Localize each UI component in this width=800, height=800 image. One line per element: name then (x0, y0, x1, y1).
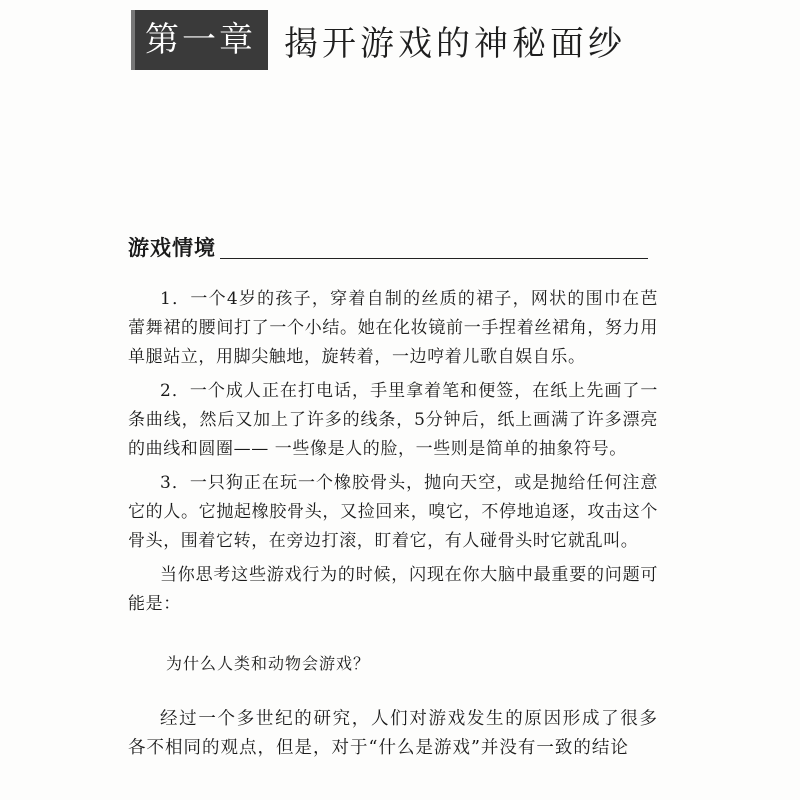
chapter-header (131, 10, 626, 70)
section-title: 游戏情境 (128, 236, 216, 260)
paragraph-1: 1．一个4岁的孩子，穿着自制的丝质的裙子，网状的围巾在芭蕾舞裙的腰间打了一个小结。她在化妆镜前一手捏着丝裙角，努力用单腿站立，用脚尖触地，旋转着，一边哼着儿歌自娱自乐。 (128, 289, 658, 367)
chapter-label: 第一章 (131, 10, 268, 70)
body-text (128, 285, 658, 763)
paragraph-2: 2．一个成人正在打电话，手里拿着笔和便签，在纸上先画了一条曲线，然后又加上了许多的线条，5分钟后，纸上画满了许多漂亮的曲线和圆圈—— 一些像是人的脸，一些则是简单的抽象符号。 (128, 381, 658, 459)
question-line: 为什么人类和动物会游戏？ (166, 654, 371, 673)
section-heading (128, 232, 648, 262)
section-divider (220, 258, 648, 259)
paragraph-3: 3．一只狗正在玩一个橡胶骨头，抛向天空，或是抛给任何注意它的人。它抛起橡胶骨头，又捡回来，嗅它，不停地追逐，攻击这个骨头，围着它转，在旁边打滚，盯着它，有人碰骨头时它就乱叫。 (128, 473, 658, 551)
chapter-title: 揭开游戏的神秘面纱 (284, 23, 626, 64)
paragraph-4: 当你思考这些游戏行为的时候，闪现在你大脑中最重要的问题可能是： (128, 565, 658, 614)
closing-paragraph: 经过一个多世纪的研究，人们对游戏发生的原因形成了很多各不相同的观点，但是，对于“什么是游戏”并没有一致的结论 (128, 709, 658, 758)
